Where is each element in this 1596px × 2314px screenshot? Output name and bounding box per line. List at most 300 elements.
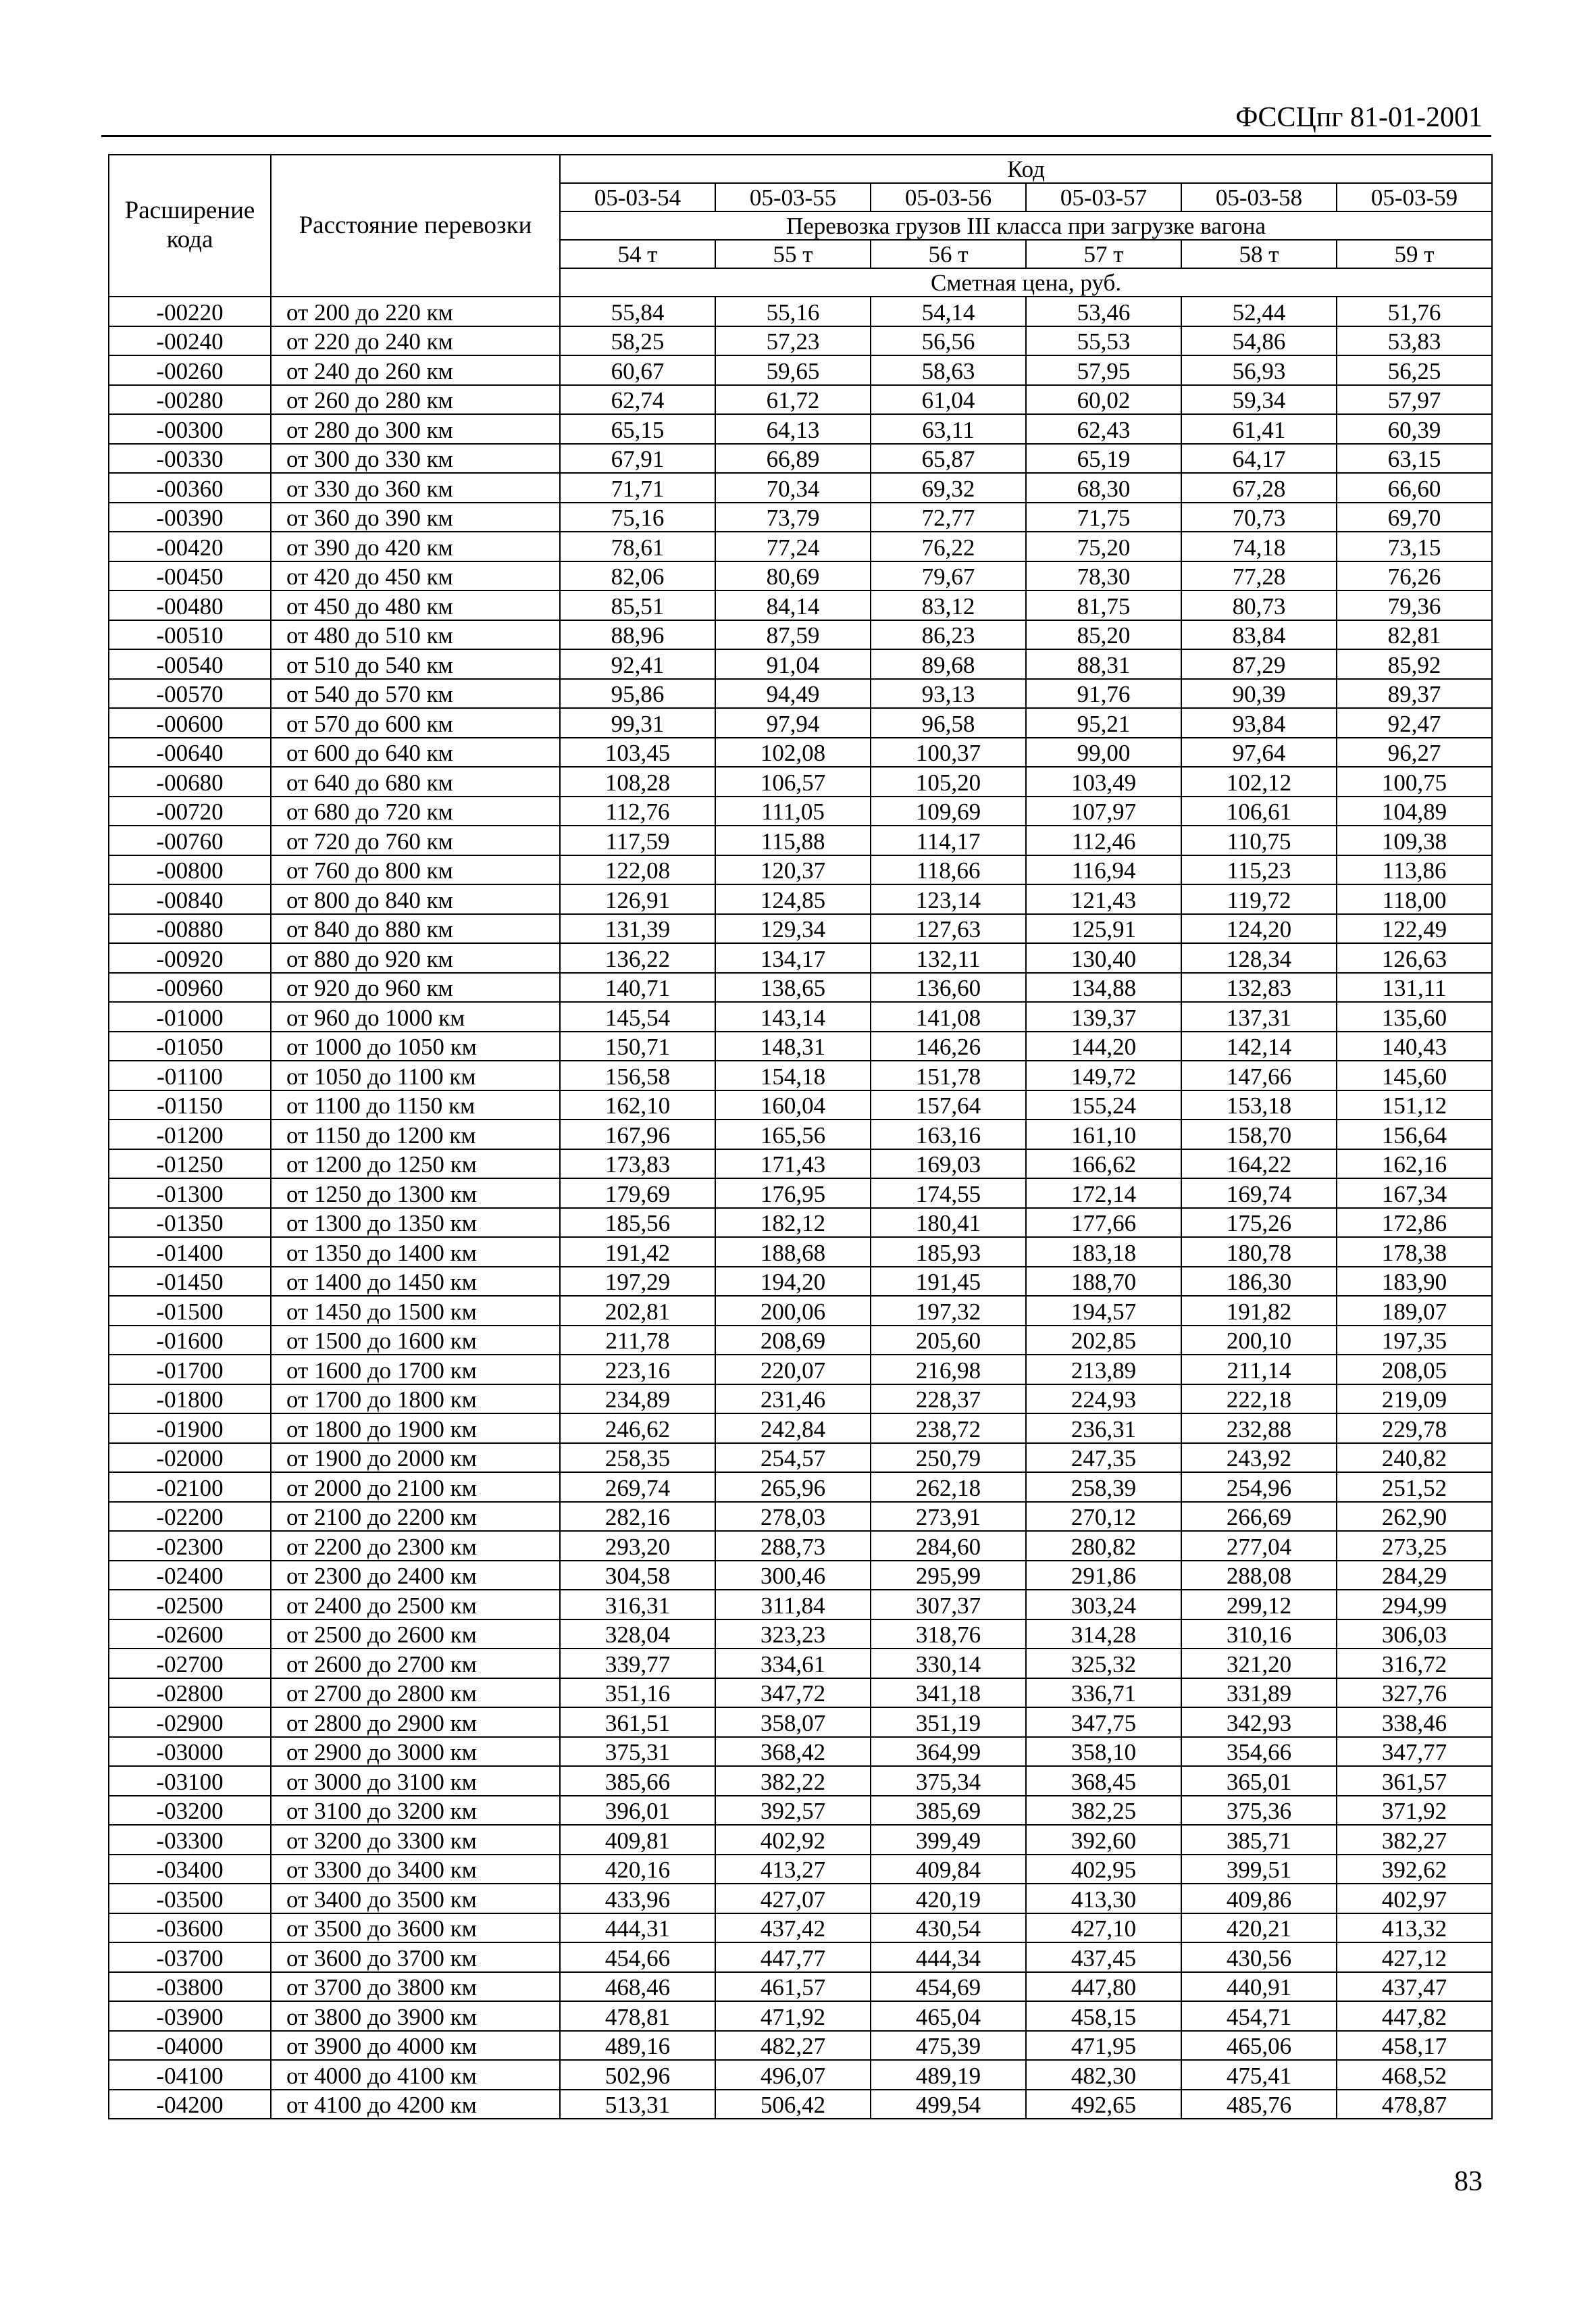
price-cell: 156,64 xyxy=(1337,1120,1492,1149)
table-row xyxy=(109,1972,1492,2002)
price-cell: 247,35 xyxy=(1026,1443,1181,1473)
price-cell: 54,86 xyxy=(1181,326,1337,356)
price-cell: 149,72 xyxy=(1026,1061,1181,1090)
expansion-code-cell: -02600 xyxy=(109,1619,271,1649)
price-cell: 60,02 xyxy=(1026,385,1181,415)
table-row xyxy=(109,1737,1492,1767)
price-cell: 220,07 xyxy=(715,1355,871,1384)
price-cell: 427,12 xyxy=(1337,1942,1492,1972)
price-cell: 254,57 xyxy=(715,1443,871,1473)
price-cell: 135,60 xyxy=(1337,1002,1492,1032)
distance-cell: от 1100 до 1150 км xyxy=(271,1090,560,1120)
price-cell: 200,10 xyxy=(1181,1326,1337,1355)
header-expansion-code: Расширение кода xyxy=(109,155,271,297)
table-row xyxy=(109,1178,1492,1208)
price-cell: 65,87 xyxy=(871,444,1026,474)
price-cell: 130,40 xyxy=(1026,943,1181,973)
price-cell: 427,07 xyxy=(715,1884,871,1913)
price-cell: 262,90 xyxy=(1337,1502,1492,1532)
price-cell: 341,18 xyxy=(871,1678,1026,1708)
expansion-code-cell: -03100 xyxy=(109,1766,271,1796)
distance-cell: от 3900 до 4000 км xyxy=(271,2031,560,2061)
price-cell: 489,19 xyxy=(871,2060,1026,2090)
price-cell: 191,42 xyxy=(560,1237,715,1267)
table-row xyxy=(109,1855,1492,1884)
price-cell: 361,57 xyxy=(1337,1766,1492,1796)
distance-cell: от 840 до 880 км xyxy=(271,914,560,944)
price-cell: 179,69 xyxy=(560,1178,715,1208)
expansion-code-cell: -00220 xyxy=(109,297,271,326)
price-cell: 454,69 xyxy=(871,1972,1026,2002)
price-cell: 364,99 xyxy=(871,1737,1026,1767)
price-cell: 482,27 xyxy=(715,2031,871,2061)
table-row xyxy=(109,473,1492,503)
distance-cell: от 1150 до 1200 км xyxy=(271,1120,560,1149)
price-cell: 269,74 xyxy=(560,1472,715,1502)
price-cell: 61,04 xyxy=(871,385,1026,415)
price-cell: 126,63 xyxy=(1337,943,1492,973)
price-cell: 176,95 xyxy=(715,1178,871,1208)
price-cell: 169,74 xyxy=(1181,1178,1337,1208)
price-cell: 177,66 xyxy=(1026,1208,1181,1238)
price-cell: 145,60 xyxy=(1337,1061,1492,1090)
expansion-code-cell: -03500 xyxy=(109,1884,271,1913)
distance-cell: от 1300 до 1350 км xyxy=(271,1208,560,1238)
price-cell: 85,51 xyxy=(560,590,715,620)
price-cell: 186,30 xyxy=(1181,1267,1337,1297)
expansion-code-cell: -01300 xyxy=(109,1178,271,1208)
price-cell: 295,99 xyxy=(871,1561,1026,1590)
load-cell: 54 т xyxy=(560,240,715,268)
table-row xyxy=(109,1326,1492,1355)
price-cell: 91,04 xyxy=(715,649,871,679)
price-cell: 103,45 xyxy=(560,738,715,768)
price-cell: 321,20 xyxy=(1181,1649,1337,1678)
table-row xyxy=(109,826,1492,855)
price-cell: 188,68 xyxy=(715,1237,871,1267)
price-cell: 150,71 xyxy=(560,1032,715,1061)
price-cell: 82,81 xyxy=(1337,620,1492,650)
price-cell: 53,46 xyxy=(1026,297,1181,326)
table-row xyxy=(109,2001,1492,2031)
price-cell: 118,00 xyxy=(1337,884,1492,914)
table-row xyxy=(109,503,1492,532)
expansion-code-cell: -03800 xyxy=(109,1972,271,2002)
price-cell: 132,83 xyxy=(1181,973,1337,1003)
expansion-code-cell: -00960 xyxy=(109,973,271,1003)
header-code-group: Код xyxy=(560,155,1492,183)
price-cell: 66,89 xyxy=(715,444,871,474)
price-cell: 71,71 xyxy=(560,473,715,503)
price-cell: 197,35 xyxy=(1337,1326,1492,1355)
expansion-code-cell: -04000 xyxy=(109,2031,271,2061)
price-cell: 81,75 xyxy=(1026,590,1181,620)
price-cell: 385,71 xyxy=(1181,1825,1337,1855)
load-cell: 59 т xyxy=(1337,240,1492,268)
price-cell: 327,76 xyxy=(1337,1678,1492,1708)
distance-cell: от 1200 до 1250 км xyxy=(271,1149,560,1179)
price-cell: 191,82 xyxy=(1181,1296,1337,1326)
price-cell: 105,20 xyxy=(871,767,1026,797)
price-cell: 437,47 xyxy=(1337,1972,1492,2002)
price-cell: 288,08 xyxy=(1181,1561,1337,1590)
price-cell: 291,86 xyxy=(1026,1561,1181,1590)
price-cell: 62,43 xyxy=(1026,414,1181,444)
price-cell: 294,99 xyxy=(1337,1590,1492,1619)
distance-cell: от 300 до 330 км xyxy=(271,444,560,474)
price-cell: 492,65 xyxy=(1026,2090,1181,2119)
table-row xyxy=(109,679,1492,709)
price-cell: 137,31 xyxy=(1181,1002,1337,1032)
price-cell: 358,10 xyxy=(1026,1737,1181,1767)
header-distance: Расстояние перевозки xyxy=(271,155,560,297)
distance-cell: от 220 до 240 км xyxy=(271,326,560,356)
price-cell: 62,74 xyxy=(560,385,715,415)
price-cell: 368,42 xyxy=(715,1737,871,1767)
price-cell: 124,20 xyxy=(1181,914,1337,944)
price-cell: 164,22 xyxy=(1181,1149,1337,1179)
price-cell: 143,14 xyxy=(715,1002,871,1032)
load-cell: 56 т xyxy=(871,240,1026,268)
price-cell: 334,61 xyxy=(715,1649,871,1678)
price-cell: 136,60 xyxy=(871,973,1026,1003)
expansion-code-cell: -00360 xyxy=(109,473,271,503)
price-cell: 351,16 xyxy=(560,1678,715,1708)
price-cell: 258,35 xyxy=(560,1443,715,1473)
price-cell: 277,04 xyxy=(1181,1531,1337,1561)
price-cell: 95,21 xyxy=(1026,708,1181,738)
expansion-code-cell: -01450 xyxy=(109,1267,271,1297)
price-cell: 461,57 xyxy=(715,1972,871,2002)
price-cell: 87,59 xyxy=(715,620,871,650)
price-cell: 139,37 xyxy=(1026,1002,1181,1032)
expansion-code-cell: -01800 xyxy=(109,1384,271,1414)
price-cell: 194,57 xyxy=(1026,1296,1181,1326)
table-row xyxy=(109,1002,1492,1032)
distance-cell: от 760 до 800 км xyxy=(271,855,560,885)
price-cell: 73,79 xyxy=(715,503,871,532)
distance-cell: от 2800 до 2900 км xyxy=(271,1707,560,1737)
distance-cell: от 2500 до 2600 км xyxy=(271,1619,560,1649)
expansion-code-cell: -01700 xyxy=(109,1355,271,1384)
price-cell: 99,31 xyxy=(560,708,715,738)
expansion-code-cell: -00680 xyxy=(109,767,271,797)
price-cell: 420,21 xyxy=(1181,1913,1337,1943)
distance-cell: от 3000 до 3100 км xyxy=(271,1766,560,1796)
expansion-code-cell: -00840 xyxy=(109,884,271,914)
distance-cell: от 450 до 480 км xyxy=(271,590,560,620)
price-cell: 368,45 xyxy=(1026,1766,1181,1796)
price-cell: 162,10 xyxy=(560,1090,715,1120)
expansion-code-cell: -02700 xyxy=(109,1649,271,1678)
distance-cell: от 1450 до 1500 км xyxy=(271,1296,560,1326)
expansion-code-cell: -00420 xyxy=(109,532,271,561)
table-row xyxy=(109,1413,1492,1443)
price-cell: 58,25 xyxy=(560,326,715,356)
price-cell: 83,84 xyxy=(1181,620,1337,650)
load-cell: 57 т xyxy=(1026,240,1181,268)
expansion-code-cell: -02000 xyxy=(109,1443,271,1473)
distance-cell: от 2700 до 2800 км xyxy=(271,1678,560,1708)
price-cell: 174,55 xyxy=(871,1178,1026,1208)
price-cell: 57,23 xyxy=(715,326,871,356)
price-cell: 166,62 xyxy=(1026,1149,1181,1179)
price-cell: 402,95 xyxy=(1026,1855,1181,1884)
distance-cell: от 3100 до 3200 км xyxy=(271,1796,560,1826)
page-number: 83 xyxy=(1454,2166,1483,2197)
distance-cell: от 2400 до 2500 км xyxy=(271,1590,560,1619)
price-cell: 183,18 xyxy=(1026,1237,1181,1267)
price-cell: 147,66 xyxy=(1181,1061,1337,1090)
price-cell: 447,80 xyxy=(1026,1972,1181,2002)
expansion-code-cell: -03400 xyxy=(109,1855,271,1884)
price-cell: 74,18 xyxy=(1181,532,1337,561)
price-cell: 361,51 xyxy=(560,1707,715,1737)
load-cell: 55 т xyxy=(715,240,871,268)
price-cell: 265,96 xyxy=(715,1472,871,1502)
expansion-code-cell: -01250 xyxy=(109,1149,271,1179)
price-cell: 82,06 xyxy=(560,561,715,591)
price-cell: 200,06 xyxy=(715,1296,871,1326)
distance-cell: от 2600 до 2700 км xyxy=(271,1649,560,1678)
price-cell: 59,65 xyxy=(715,355,871,385)
price-cell: 375,31 xyxy=(560,1737,715,1767)
price-cell: 409,81 xyxy=(560,1825,715,1855)
price-cell: 69,70 xyxy=(1337,503,1492,532)
price-cell: 229,78 xyxy=(1337,1413,1492,1443)
price-cell: 75,16 xyxy=(560,503,715,532)
price-cell: 76,22 xyxy=(871,532,1026,561)
expansion-code-cell: -03900 xyxy=(109,2001,271,2031)
price-cell: 146,26 xyxy=(871,1032,1026,1061)
price-cell: 284,29 xyxy=(1337,1561,1492,1590)
table-row xyxy=(109,1561,1492,1590)
price-cell: 437,42 xyxy=(715,1913,871,1943)
price-cell: 78,61 xyxy=(560,532,715,561)
price-cell: 375,36 xyxy=(1181,1796,1337,1826)
price-cell: 73,15 xyxy=(1337,532,1492,561)
price-cell: 78,30 xyxy=(1026,561,1181,591)
price-cell: 55,16 xyxy=(715,297,871,326)
distance-cell: от 510 до 540 км xyxy=(271,649,560,679)
table-row xyxy=(109,355,1492,385)
distance-cell: от 3800 до 3900 км xyxy=(271,2001,560,2031)
price-cell: 270,12 xyxy=(1026,1502,1181,1532)
price-cell: 128,34 xyxy=(1181,943,1337,973)
price-cell: 458,17 xyxy=(1337,2031,1492,2061)
price-cell: 213,89 xyxy=(1026,1355,1181,1384)
table-row xyxy=(109,1707,1492,1737)
code-cell: 05-03-55 xyxy=(715,183,871,211)
expansion-code-cell: -00300 xyxy=(109,414,271,444)
table-row xyxy=(109,297,1492,326)
price-cell: 163,16 xyxy=(871,1120,1026,1149)
price-cell: 92,47 xyxy=(1337,708,1492,738)
price-cell: 223,16 xyxy=(560,1355,715,1384)
price-cell: 183,90 xyxy=(1337,1267,1492,1297)
price-cell: 278,03 xyxy=(715,1502,871,1532)
price-cell: 89,68 xyxy=(871,649,1026,679)
expansion-code-cell: -03300 xyxy=(109,1825,271,1855)
price-cell: 71,75 xyxy=(1026,503,1181,532)
table-row xyxy=(109,1120,1492,1149)
price-cell: 58,63 xyxy=(871,355,1026,385)
expansion-code-cell: -01400 xyxy=(109,1237,271,1267)
price-cell: 153,18 xyxy=(1181,1090,1337,1120)
price-cell: 56,93 xyxy=(1181,355,1337,385)
price-cell: 67,91 xyxy=(560,444,715,474)
price-cell: 316,31 xyxy=(560,1590,715,1619)
table-row xyxy=(109,1237,1492,1267)
table-row xyxy=(109,2031,1492,2061)
price-cell: 156,58 xyxy=(560,1061,715,1090)
price-cell: 111,05 xyxy=(715,797,871,826)
price-cell: 299,12 xyxy=(1181,1590,1337,1619)
price-cell: 56,25 xyxy=(1337,355,1492,385)
price-cell: 172,14 xyxy=(1026,1178,1181,1208)
price-cell: 160,04 xyxy=(715,1090,871,1120)
table-row xyxy=(109,738,1492,768)
expansion-code-cell: -01600 xyxy=(109,1326,271,1355)
price-cell: 100,37 xyxy=(871,738,1026,768)
distance-cell: от 420 до 450 км xyxy=(271,561,560,591)
price-cell: 347,77 xyxy=(1337,1737,1492,1767)
price-cell: 228,37 xyxy=(871,1384,1026,1414)
price-cell: 251,52 xyxy=(1337,1472,1492,1502)
price-cell: 382,27 xyxy=(1337,1825,1492,1855)
price-cell: 427,10 xyxy=(1026,1913,1181,1943)
price-cell: 122,49 xyxy=(1337,914,1492,944)
distance-cell: от 920 до 960 км xyxy=(271,973,560,1003)
expansion-code-cell: -00480 xyxy=(109,590,271,620)
price-cell: 336,71 xyxy=(1026,1678,1181,1708)
price-cell: 93,13 xyxy=(871,679,1026,709)
expansion-code-cell: -01150 xyxy=(109,1090,271,1120)
price-cell: 114,17 xyxy=(871,826,1026,855)
price-cell: 53,83 xyxy=(1337,326,1492,356)
price-cell: 72,77 xyxy=(871,503,1026,532)
distance-cell: от 2200 до 2300 км xyxy=(271,1531,560,1561)
price-cell: 93,84 xyxy=(1181,708,1337,738)
price-cell: 240,82 xyxy=(1337,1443,1492,1473)
expansion-code-cell: -00540 xyxy=(109,649,271,679)
price-cell: 69,32 xyxy=(871,473,1026,503)
price-cell: 60,39 xyxy=(1337,414,1492,444)
price-cell: 162,16 xyxy=(1337,1149,1492,1179)
price-cell: 318,76 xyxy=(871,1619,1026,1649)
price-cell: 66,60 xyxy=(1337,473,1492,503)
price-cell: 145,54 xyxy=(560,1002,715,1032)
table-row xyxy=(109,1296,1492,1326)
price-cell: 303,24 xyxy=(1026,1590,1181,1619)
price-cell: 478,87 xyxy=(1337,2090,1492,2119)
price-cell: 95,86 xyxy=(560,679,715,709)
price-cell: 375,34 xyxy=(871,1766,1026,1796)
table-row xyxy=(109,1472,1492,1502)
price-cell: 485,76 xyxy=(1181,2090,1337,2119)
expansion-code-cell: -03600 xyxy=(109,1913,271,1943)
price-cell: 94,49 xyxy=(715,679,871,709)
table-row xyxy=(109,649,1492,679)
price-cell: 197,29 xyxy=(560,1267,715,1297)
price-cell: 134,17 xyxy=(715,943,871,973)
price-cell: 447,77 xyxy=(715,1942,871,1972)
distance-cell: от 480 до 510 км xyxy=(271,620,560,650)
price-cell: 65,15 xyxy=(560,414,715,444)
expansion-code-cell: -00260 xyxy=(109,355,271,385)
price-cell: 231,46 xyxy=(715,1384,871,1414)
price-cell: 262,18 xyxy=(871,1472,1026,1502)
price-cell: 80,73 xyxy=(1181,590,1337,620)
price-cell: 85,20 xyxy=(1026,620,1181,650)
price-cell: 138,65 xyxy=(715,973,871,1003)
price-cell: 440,91 xyxy=(1181,1972,1337,2002)
price-cell: 89,37 xyxy=(1337,679,1492,709)
price-cell: 243,92 xyxy=(1181,1443,1337,1473)
table-row xyxy=(109,855,1492,885)
price-cell: 129,34 xyxy=(715,914,871,944)
price-cell: 242,84 xyxy=(715,1413,871,1443)
price-cell: 306,03 xyxy=(1337,1619,1492,1649)
price-cell: 57,95 xyxy=(1026,355,1181,385)
price-cell: 76,26 xyxy=(1337,561,1492,591)
distance-cell: от 260 до 280 км xyxy=(271,385,560,415)
price-cell: 188,70 xyxy=(1026,1267,1181,1297)
price-cell: 396,01 xyxy=(560,1796,715,1826)
price-cell: 155,24 xyxy=(1026,1090,1181,1120)
price-cell: 112,76 xyxy=(560,797,715,826)
expansion-code-cell: -00640 xyxy=(109,738,271,768)
distance-cell: от 1050 до 1100 км xyxy=(271,1061,560,1090)
expansion-code-cell: -01500 xyxy=(109,1296,271,1326)
price-cell: 167,96 xyxy=(560,1120,715,1149)
table-row xyxy=(109,444,1492,474)
table-row xyxy=(109,1149,1492,1179)
price-cell: 97,64 xyxy=(1181,738,1337,768)
price-cell: 102,08 xyxy=(715,738,871,768)
price-cell: 288,73 xyxy=(715,1531,871,1561)
price-cell: 121,43 xyxy=(1026,884,1181,914)
price-cell: 169,03 xyxy=(871,1149,1026,1179)
distance-cell: от 1700 до 1800 км xyxy=(271,1384,560,1414)
table-row xyxy=(109,1443,1492,1473)
table-row xyxy=(109,1355,1492,1384)
price-cell: 284,60 xyxy=(871,1531,1026,1561)
price-cell: 59,34 xyxy=(1181,385,1337,415)
price-cell: 131,39 xyxy=(560,914,715,944)
table-row xyxy=(109,1267,1492,1297)
price-cell: 106,61 xyxy=(1181,797,1337,826)
price-cell: 63,15 xyxy=(1337,444,1492,474)
price-cell: 238,72 xyxy=(871,1413,1026,1443)
price-cell: 185,56 xyxy=(560,1208,715,1238)
price-cell: 385,69 xyxy=(871,1796,1026,1826)
price-cell: 222,18 xyxy=(1181,1384,1337,1414)
price-cell: 310,16 xyxy=(1181,1619,1337,1649)
price-cell: 115,23 xyxy=(1181,855,1337,885)
price-cell: 175,26 xyxy=(1181,1208,1337,1238)
distance-cell: от 960 до 1000 км xyxy=(271,1002,560,1032)
price-cell: 402,92 xyxy=(715,1825,871,1855)
price-cell: 454,66 xyxy=(560,1942,715,1972)
expansion-code-cell: -04200 xyxy=(109,2090,271,2119)
price-cell: 167,34 xyxy=(1337,1178,1492,1208)
distance-cell: от 3500 до 3600 км xyxy=(271,1913,560,1943)
price-cell: 126,91 xyxy=(560,884,715,914)
expansion-code-cell: -02500 xyxy=(109,1590,271,1619)
code-cell: 05-03-57 xyxy=(1026,183,1181,211)
price-cell: 234,89 xyxy=(560,1384,715,1414)
